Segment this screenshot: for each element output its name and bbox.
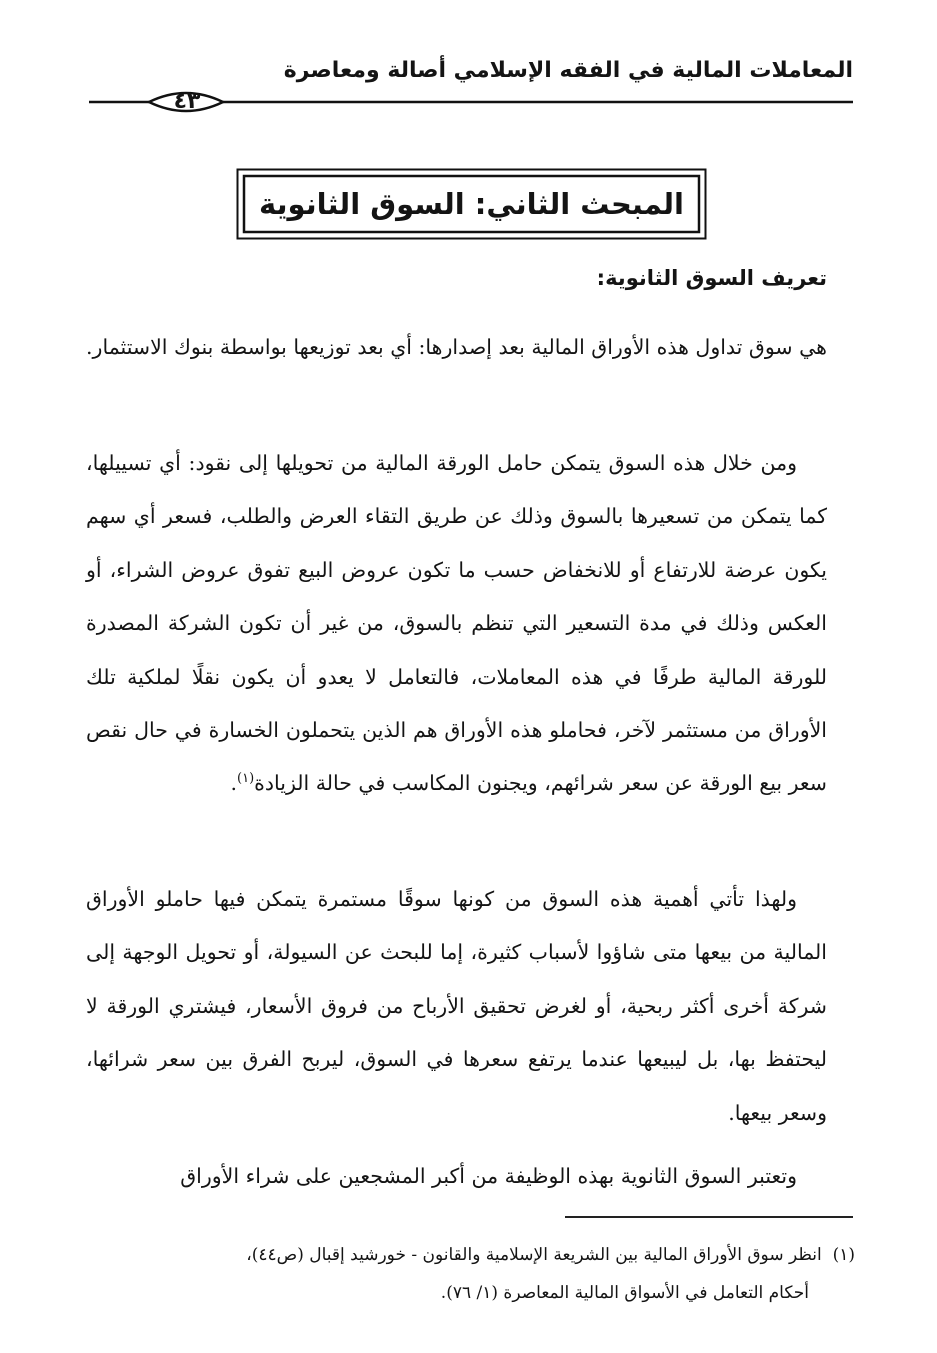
section-title: المبحث الثاني: السوق الثانوية — [259, 187, 684, 221]
paragraph-3-text: ولهذا تأتي أهمية هذه السوق من كونها سوقًا مستمرة يتمكن فيها حاملو الأوراق المالية من بيعها متى شاؤوا لأسباب كثيرة، إما للبحث عن السيولة، أو تحويل الوجهة إلى شركة أخرى أكثر ربحية، أو لغرض تحقيق الأرباح من فروق الأسعار، فيشتري الورقة لا ليحتفظ بها، بل ليبيعها عندما يرتفع سعرها في السوق، ليربح الفرق بين سعر شرائها، وسعر بيعها. — [86, 887, 827, 1125]
footnote-line-1: انظر سوق الأوراق المالية بين الشريعة الإسلامية والقانون - خورشيد إقبال (ص٤٤)، — [246, 1245, 822, 1265]
subheading: تعريف السوق الثانوية: — [596, 266, 827, 290]
footnote-line-2: أحكام التعامل في الأسواق المالية المعاصرة (١/ ٧٦). — [440, 1283, 809, 1303]
footnote — [80, 1236, 855, 1312]
running-head: المعاملات المالية في الفقه الإسلامي أصالة ومعاصرة — [283, 58, 853, 83]
footnote-rule — [565, 1216, 853, 1218]
paragraph-4-text: وتعتبر السوق الثانوية بهذه الوظيفة من أكبر المشجعين على شراء الأوراق — [180, 1164, 797, 1188]
paragraph-3 — [86, 873, 827, 1140]
footnote-ref: (١) — [237, 771, 255, 787]
page-number: ٤٣ — [173, 89, 201, 114]
paragraph-1-text: هي سوق تداول هذه الأوراق المالية بعد إصدارها: أي بعد توزيعها بواسطة بنوك الاستثمار. — [86, 335, 827, 359]
paragraph-4 — [86, 1150, 827, 1203]
paragraph-2-text: ومن خلال هذه السوق يتمكن حامل الورقة المالية من تحويلها إلى نقود: أي تسييلها، كما يتمكن من تسعيرها بالسوق وذلك عن طريق التقاء العرض والطلب، فسعر أي سهم يكون عرضة للارتفاع أو للانخفاض حسب ما تكون عروض البيع تفوق عروض الشراء، أو العكس وذلك في مدة التسعير التي تنظم بالسوق، من غير أن تكون الشركة المصدرة للورقة المالية طرفًا في هذه المعاملات، فالتعامل لا يعدو أن يكون نقلًا لملكية تلك الأوراق من مستثمر لآخر، فحاملو هذه الأوراق هم الذين يتحملون الخسارة في حال نقص سعر بيع الورقة عن سعر شرائهم، ويجنون المكاسب في حالة الزيادة — [86, 451, 827, 796]
paragraph-1 — [86, 321, 827, 374]
footnote-number: (١) — [832, 1245, 855, 1265]
paragraph-2 — [86, 437, 827, 811]
paragraph-2-end: . — [230, 771, 238, 796]
